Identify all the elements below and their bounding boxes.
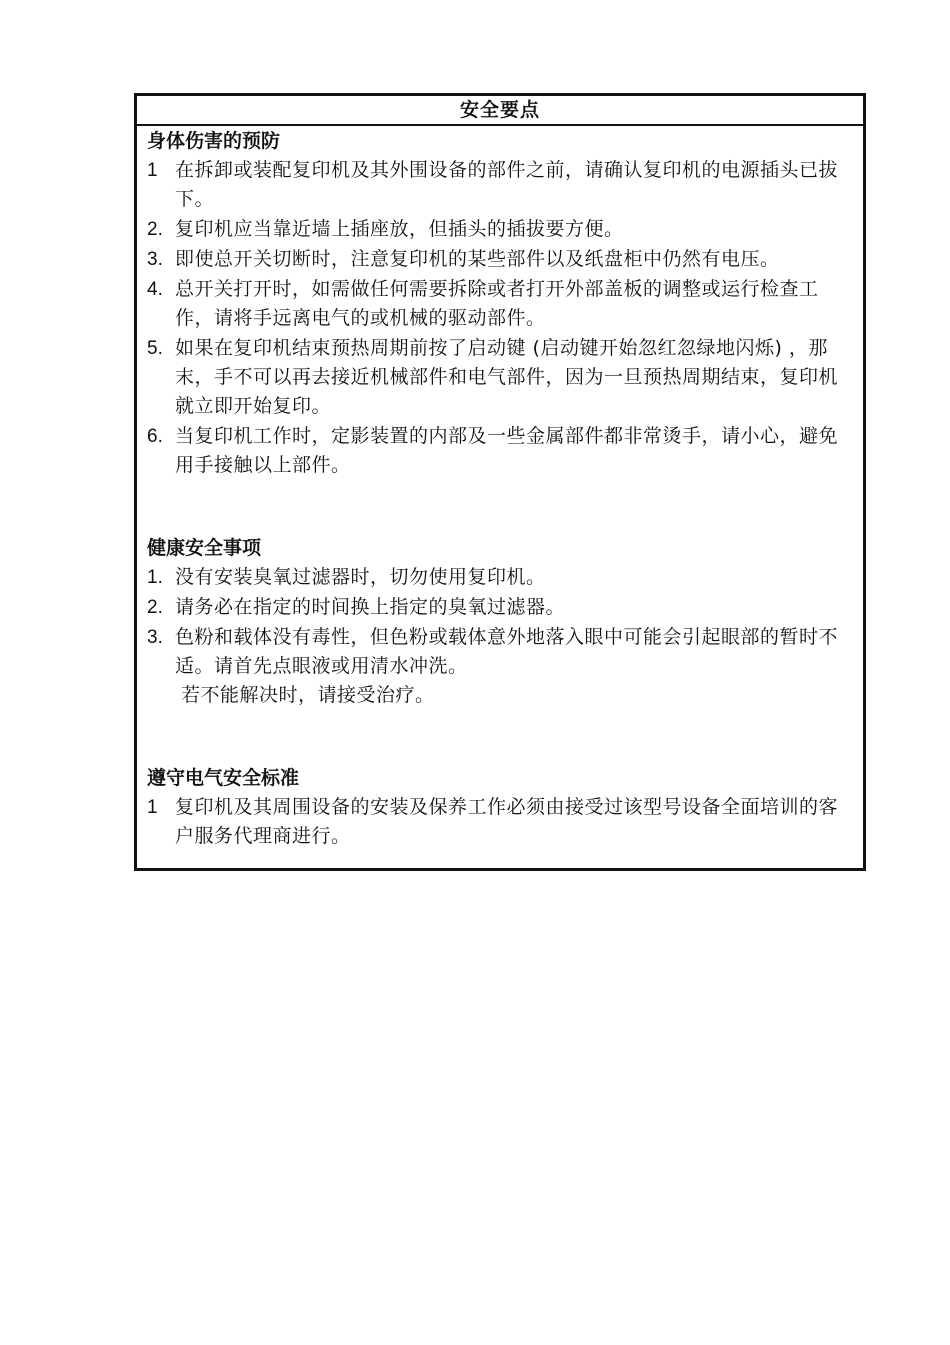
- list-item: [147, 623, 853, 710]
- item-extra-line: 若不能解决时，请接受治疗。: [181, 684, 435, 706]
- table-header: 安全要点: [137, 96, 863, 126]
- list-item: [147, 334, 853, 421]
- list-item: [147, 422, 853, 480]
- item-text: 当复印机工作时，定影装置的内部及一些金属部件都非常烫手，请小心，避免用手接触以上部件。: [175, 425, 839, 476]
- item-text: 如果在复印机结束预热周期前按了启动键 (启动键开始忽红忽绿地闪烁) ，那末，手不可以再去接近机械部件和电气部件，因为一旦预热周期结束，复印机就立即开始复印。: [175, 337, 839, 417]
- section-injury-prevention: [147, 126, 853, 480]
- item-text: 即使总开关切断时，注意复印机的某些部件以及纸盘柜中仍然有电压。: [175, 248, 780, 270]
- item-number: 5.: [147, 338, 163, 359]
- item-text-wrapper: [175, 623, 853, 710]
- safety-points-table: [134, 93, 866, 871]
- item-number: 2.: [147, 597, 163, 618]
- section-electrical-standards: [147, 763, 853, 851]
- list-item: [147, 593, 853, 622]
- item-text: 总开关打开时，如需做任何需要拆除或者打开外部盖板的调整或运行检查工作，请将手远离电气的或机械的驱动部件。: [175, 278, 819, 329]
- section-title: 健康安全事项: [147, 537, 262, 559]
- section-spacer: [147, 711, 853, 763]
- item-number: 2.: [147, 219, 163, 240]
- section-title: 遵守电气安全标准: [147, 767, 300, 789]
- item-text: 复印机应当靠近墙上插座放，但插头的插拔要方便。: [175, 218, 624, 240]
- list-item: [147, 215, 853, 244]
- list-item: [147, 245, 853, 274]
- item-text: 请务必在指定的时间换上指定的臭氧过滤器。: [175, 596, 566, 618]
- item-number: 1.: [147, 567, 163, 588]
- item-number: 4.: [147, 279, 163, 300]
- item-text: 没有安装臭氧过滤器时，切勿使用复印机。: [175, 566, 546, 588]
- list-item: [147, 793, 853, 851]
- item-text: 色粉和载体没有毒性，但色粉或载体意外地落入眼中可能会引起眼部的暂时不适。请首先点眼液或用清水冲洗。: [175, 626, 839, 677]
- list-item: [147, 275, 853, 333]
- section-title: 身体伤害的预防: [147, 130, 281, 152]
- item-text: 复印机及其周围设备的安装及保养工作必须由接受过该型号设备全面培训的客户服务代理商进行。: [175, 796, 839, 847]
- item-number: 3.: [147, 627, 163, 648]
- section-health-safety: [147, 533, 853, 710]
- item-text: 在拆卸或装配复印机及其外围设备的部件之前，请确认复印机的电源插头已拔下。: [175, 159, 839, 210]
- item-number: 6.: [147, 426, 163, 447]
- item-number: 1: [147, 160, 158, 181]
- list-item: [147, 563, 853, 592]
- list-item: [147, 156, 853, 214]
- item-number: 1: [147, 797, 158, 818]
- section-spacer: [147, 481, 853, 533]
- item-number: 3.: [147, 249, 163, 270]
- table-body: [137, 126, 863, 851]
